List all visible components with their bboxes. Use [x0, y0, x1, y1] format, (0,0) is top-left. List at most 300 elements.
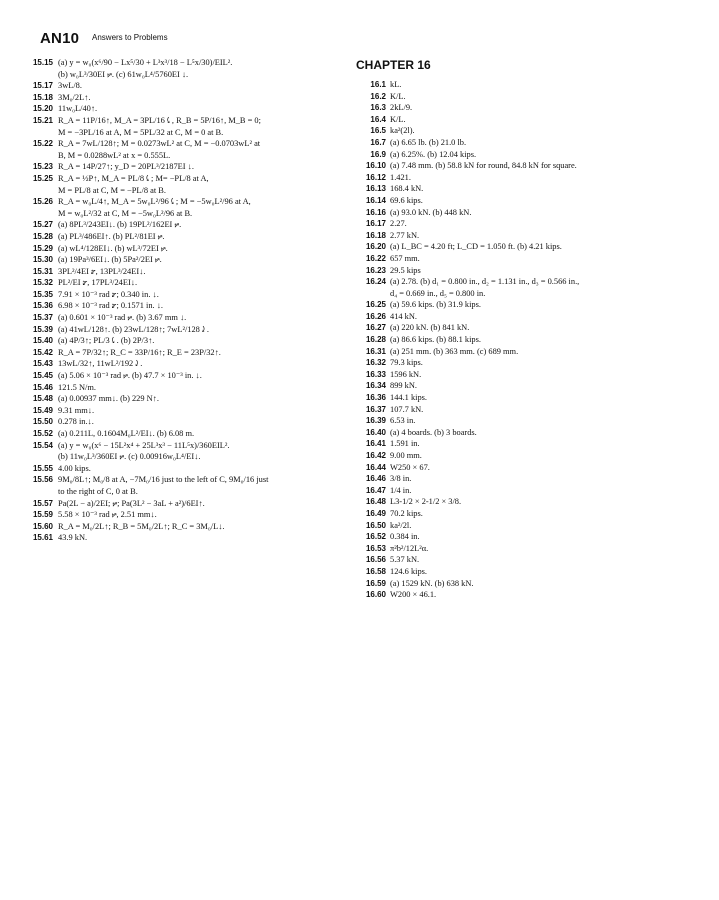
answer-text: [58, 289, 345, 301]
answer-text: [390, 589, 706, 601]
answer-line: 0.278 in.↓.: [58, 417, 94, 427]
answer-text: [390, 438, 706, 450]
problem-number: 16.16: [365, 207, 386, 217]
answer-line: 2.77 kN.: [390, 230, 420, 240]
problem-number: 16.36: [365, 393, 386, 403]
problem-number: 15.40: [32, 336, 53, 346]
answer-text: [390, 369, 706, 381]
answer-line: 657 mm.: [390, 253, 420, 263]
answer-entry: [356, 450, 706, 462]
problem-number: 16.22: [365, 253, 386, 263]
problem-number: 15.21: [32, 115, 53, 125]
answer-entry: [20, 358, 345, 370]
answer-text: [390, 566, 706, 578]
answer-line: (a) 0.00937 mm↓. (b) 229 N↑.: [58, 394, 159, 404]
problem-number: 15.25: [32, 173, 53, 183]
answer-text: [58, 532, 345, 544]
answer-entry: [20, 173, 345, 196]
problem-number: 16.9: [370, 149, 386, 159]
answer-line: (a) 1529 kN. (b) 638 kN.: [390, 578, 474, 588]
answer-entry: [356, 404, 706, 416]
answer-line: 1.421.: [390, 172, 411, 182]
answer-line: (a) 8PL³/243EI↓. (b) 19PL²/162EI ⦬.: [58, 220, 182, 230]
problem-number: 16.59: [365, 578, 386, 588]
problem-number: 15.31: [32, 266, 53, 276]
answer-text: [390, 253, 706, 265]
problem-number: 16.12: [365, 172, 386, 182]
answer-line: R_A = 7P/32↑; R_C = 33P/16↑; R_E = 23P/32↑.: [58, 347, 221, 357]
problem-number: 16.1: [370, 80, 386, 89]
answer-entry: [356, 485, 706, 497]
problem-number: 15.43: [32, 359, 53, 369]
problem-number: 16.58: [365, 566, 386, 576]
answer-entry: [20, 92, 345, 104]
answer-entry: [20, 57, 345, 80]
problem-number: 15.26: [32, 197, 53, 207]
answer-text: [390, 114, 706, 126]
answer-line: 3PL²/4EI ⦫, 13PL³/24EI↓.: [58, 266, 146, 276]
answer-text: [390, 311, 706, 323]
answer-entry: [356, 566, 706, 578]
problem-number: 15.56: [32, 475, 53, 485]
answer-line: 13wL/32↑, 11wL²/192⤸.: [58, 359, 143, 369]
problem-number: 16.42: [365, 451, 386, 460]
answer-text: [58, 300, 345, 312]
answer-entry: [356, 195, 706, 207]
problem-number: 16.32: [365, 358, 386, 368]
answer-text: [390, 276, 706, 299]
answer-entry: [20, 474, 345, 497]
problem-number: 16.53: [365, 543, 386, 553]
problem-number: 15.29: [32, 243, 53, 253]
answer-line: K/L.: [390, 91, 406, 101]
answer-entry: [356, 357, 706, 369]
answer-text: [58, 219, 345, 231]
problem-number: 15.57: [32, 498, 53, 508]
answer-entry: [356, 346, 706, 358]
answer-line: K/L.: [390, 114, 406, 124]
answer-entry: [356, 183, 706, 195]
answer-entry: [356, 91, 706, 103]
answer-line: (a) 59.6 kips. (b) 31.9 kips.: [390, 300, 481, 310]
answer-line: (a) 7.48 mm. (b) 58.8 kN for round, 84.8 kN for square.: [390, 161, 577, 171]
answer-line: (a) 6.25%. (b) 12.04 kips.: [390, 149, 477, 159]
answer-entry: [356, 578, 706, 590]
answer-line: 79.3 kips.: [390, 358, 423, 368]
answer-text: [58, 92, 345, 104]
answer-text: [390, 473, 706, 485]
problem-number: 16.37: [365, 404, 386, 414]
problem-number: 16.2: [370, 91, 386, 101]
answer-text: [390, 554, 706, 566]
problem-number: 16.13: [365, 184, 386, 194]
answer-line: 43.9 kN.: [58, 533, 88, 543]
answer-entry: [20, 347, 345, 359]
problem-number: 15.28: [32, 231, 53, 241]
answer-line: R_A = 11P/16↑, M_A = 3PL/16⤹, R_B = 5P/16↑, M_B = 0;: [58, 115, 261, 125]
answer-entry: [356, 380, 706, 392]
answer-entry: [356, 241, 706, 253]
answer-line: M = PL/8 at C, M = −PL/8 at B.: [58, 185, 166, 195]
problem-number: 15.30: [32, 255, 53, 265]
answer-text: [390, 508, 706, 520]
answer-text: [390, 380, 706, 392]
answer-text: [390, 195, 706, 207]
answer-line: (a) 4P/3↑; PL/3⤹. (b) 2P/3↑.: [58, 336, 155, 346]
answer-entry: [20, 463, 345, 475]
chapter-heading: CHAPTER 16: [356, 58, 431, 72]
answer-text: [390, 230, 706, 242]
answer-entry: [20, 266, 345, 278]
answer-entry: [356, 218, 706, 230]
answer-line: 414 kN.: [390, 311, 417, 321]
answer-text: [390, 346, 706, 358]
answer-text: [390, 485, 706, 497]
problem-number: 15.37: [32, 313, 53, 323]
answer-entry: [20, 300, 345, 312]
answer-entry: [20, 440, 345, 463]
answers-column-left: [20, 57, 345, 544]
answer-line: 107.7 kN.: [390, 404, 424, 414]
answer-text: [390, 91, 706, 103]
answer-line: 1596 kN.: [390, 369, 422, 379]
answer-entry: [356, 311, 706, 323]
answer-entry: [20, 219, 345, 231]
answer-entry: [20, 80, 345, 92]
answer-text: [390, 450, 706, 462]
answer-text: [390, 496, 706, 508]
problem-number: 15.15: [32, 58, 53, 67]
answer-text: [58, 347, 345, 359]
running-title: Answers to Problems: [92, 33, 168, 42]
answer-text: [390, 172, 706, 184]
answer-line: (a) 2.78. (b) d₁ = 0.800 in., d₂ = 1.131 in., d₃ = 0.566 in.,: [390, 277, 580, 287]
problem-number: 15.20: [32, 104, 53, 114]
problem-number: 16.56: [365, 555, 386, 565]
answer-entry: [20, 103, 345, 115]
answer-line: 1/4 in.: [390, 485, 412, 495]
answer-text: [58, 324, 345, 336]
problem-number: 15.39: [32, 324, 53, 334]
answer-text: [390, 79, 706, 91]
answer-text: [390, 531, 706, 543]
answer-line: ka²/2l.: [390, 520, 412, 530]
answer-text: [390, 334, 706, 346]
answers-column-right: [356, 57, 706, 601]
problem-number: 15.46: [32, 382, 53, 392]
answer-text: [58, 509, 345, 521]
answer-entry: [20, 138, 345, 161]
problem-number: 16.44: [365, 462, 386, 472]
answer-text: [390, 137, 706, 149]
answer-entry: [356, 462, 706, 474]
answer-line: 3M₀/2L↑.: [58, 92, 91, 102]
answer-text: [390, 520, 706, 532]
problem-number: 16.47: [365, 485, 386, 495]
answer-text: [58, 312, 345, 324]
problem-number: 15.60: [32, 521, 53, 531]
problem-number: 16.31: [365, 346, 386, 356]
answer-entry: [356, 438, 706, 450]
answer-line: (a) wL⁴/128EI↓. (b) wL³/72EI ⦬.: [58, 243, 168, 253]
answer-text: [58, 428, 345, 440]
answer-line: M = w₀L²/32 at C, M = −5w₀L²/96 at B.: [58, 208, 193, 218]
problem-number: 16.52: [365, 532, 386, 542]
answer-line: (b) 11w₀L³/360EI ⦬. (c) 0.00916w₀L⁴/EI↓.: [58, 452, 201, 462]
answer-entry: [356, 172, 706, 184]
answer-line: 9M₀/8L↑; M₀/8 at A, −7M₀/16 just to the left of C, 9M₀/16 just: [58, 475, 269, 485]
answer-text: [58, 405, 345, 417]
problem-number: 16.49: [365, 508, 386, 518]
answer-entry: [356, 415, 706, 427]
answer-entry: [20, 312, 345, 324]
answer-entry: [356, 149, 706, 161]
answer-text: [390, 125, 706, 137]
problem-number: 16.39: [365, 416, 386, 426]
answer-entry: [356, 125, 706, 137]
answer-entry: [356, 334, 706, 346]
answer-line: d₄ = 0.669 in., d₅ = 0.800 in.: [390, 288, 486, 298]
answer-line: W250 × 67.: [390, 462, 430, 472]
problem-number: 16.41: [365, 439, 386, 449]
problem-number: 15.27: [32, 220, 53, 230]
answer-entry: [20, 254, 345, 266]
answer-line: (a) 6.65 lb. (b) 21.0 lb.: [390, 137, 467, 147]
answer-text: [390, 357, 706, 369]
answer-text: [390, 218, 706, 230]
answer-entry: [356, 508, 706, 520]
problem-number: 16.50: [365, 520, 386, 530]
problem-number: 15.48: [32, 394, 53, 404]
answer-line: ka²(2l).: [390, 126, 415, 136]
answer-entry: [356, 207, 706, 219]
answer-line: 70.2 kips.: [390, 508, 423, 518]
answer-text: [390, 404, 706, 416]
answer-text: [58, 521, 345, 533]
answer-text: [58, 277, 345, 289]
answer-entry: [20, 324, 345, 336]
answer-line: 121.5 N/m.: [58, 382, 96, 392]
answer-text: [58, 266, 345, 278]
answer-entry: [356, 137, 706, 149]
answer-text: [390, 149, 706, 161]
answer-text: [58, 243, 345, 255]
answer-line: (a) 41wL/128↑. (b) 23wL/128↑; 7wL²/128⤸.: [58, 324, 209, 334]
answer-text: [58, 196, 345, 219]
answer-text: [58, 463, 345, 475]
answer-line: (a) 0.211L, 0.1604M₀L²/EI↓. (b) 6.08 m.: [58, 429, 195, 438]
answer-line: (a) PL³/486EI↑. (b) PL²/81EI ⦬.: [58, 231, 165, 241]
answer-text: [58, 161, 345, 173]
problem-number: 16.18: [365, 230, 386, 240]
answer-line: R_A = ½P↑, M_A = PL/8⤹; M= −PL/8 at A,: [58, 173, 209, 183]
answer-line: π²b²/12L²α.: [390, 543, 429, 553]
answer-text: [58, 173, 345, 196]
answer-line: (b) w₀L³/30EI ⦬. (c) 61w₀L⁴/5760EI ↓.: [58, 69, 189, 79]
answer-entry: [356, 496, 706, 508]
answer-entry: [20, 509, 345, 521]
answer-text: [58, 335, 345, 347]
answer-text: [58, 393, 345, 405]
answer-entry: [356, 276, 706, 299]
answer-line: R_A = 14P/27↑; y_D = 20PL³/2187EI ↓.: [58, 162, 194, 172]
answer-entry: [20, 498, 345, 510]
answer-text: [58, 254, 345, 266]
problem-number: 16.33: [365, 369, 386, 379]
answer-line: R_A = w₀L/4↑, M_A = 5w₀L²/96⤹; M = −5w₀L²/96 at A,: [58, 197, 251, 207]
answer-entry: [20, 115, 345, 138]
problem-number: 16.48: [365, 497, 386, 507]
answer-line: (a) 220 kN. (b) 841 kN.: [390, 323, 470, 333]
answer-entry: [20, 289, 345, 301]
answer-line: 168.4 kN.: [390, 184, 424, 194]
problem-number: 15.35: [32, 289, 53, 299]
answer-line: Pa(2L − a)/2EI; ⦬; Pa(3L² − 3aL + a²)/6EI↑.: [58, 498, 205, 508]
answer-entry: [356, 589, 706, 601]
problem-number: 16.20: [365, 242, 386, 252]
answer-entry: [20, 521, 345, 533]
answer-text: [58, 57, 345, 80]
problem-number: 15.45: [32, 371, 53, 381]
problem-number: 15.23: [32, 162, 53, 172]
answer-entry: [356, 265, 706, 277]
answer-text: [390, 207, 706, 219]
answer-entry: [356, 427, 706, 439]
problem-number: 16.60: [365, 590, 386, 600]
problem-number: 16.5: [370, 126, 386, 136]
answer-line: (a) y = w₀(x⁶/90 − Lx⁵/30 + L³x³/18 − L⁵x/30)/EIL².: [58, 58, 233, 67]
answer-text: [390, 183, 706, 195]
answer-entry: [356, 531, 706, 543]
answer-text: [58, 231, 345, 243]
problem-number: 16.10: [365, 161, 386, 171]
problem-number: 16.24: [365, 277, 386, 287]
answer-text: [58, 498, 345, 510]
problem-number: 16.34: [365, 381, 386, 391]
answer-line: 4.00 kips.: [58, 463, 91, 473]
answer-line: 69.6 kips.: [390, 195, 423, 205]
answer-entry: [20, 196, 345, 219]
answer-text: [58, 416, 345, 428]
answer-line: 124.6 kips.: [390, 566, 427, 576]
answer-line: (a) 0.601 × 10⁻³ rad ⦬. (b) 3.67 mm ↓.: [58, 313, 187, 323]
problem-number: 15.55: [32, 463, 53, 473]
answer-line: (a) 19Pa³/6EI↓. (b) 5Pa²/2EI ⦬.: [58, 255, 162, 265]
answer-entry: [356, 543, 706, 555]
answer-entry: [356, 520, 706, 532]
answer-entry: [356, 554, 706, 566]
answer-line: W200 × 46.1.: [390, 590, 437, 600]
answer-text: [58, 474, 345, 497]
answer-line: 2kL/9.: [390, 103, 413, 113]
answer-entry: [356, 102, 706, 114]
answer-entry: [20, 231, 345, 243]
problem-number: 16.40: [365, 427, 386, 437]
answer-text: [390, 462, 706, 474]
problem-number: 15.50: [32, 417, 53, 427]
answer-line: R_A = 7wL/128↑; M = 0.0273wL² at C, M = −0.0703wL² at: [58, 139, 261, 149]
answer-entry: [356, 230, 706, 242]
problem-number: 16.26: [365, 311, 386, 321]
answer-text: [58, 103, 345, 115]
problem-number: 15.61: [32, 533, 53, 543]
answer-text: [390, 322, 706, 334]
answer-entry: [356, 369, 706, 381]
answer-line: 9.00 mm.: [390, 451, 422, 460]
page-number: AN10: [40, 30, 80, 47]
answer-entry: [20, 405, 345, 417]
problem-number: 15.42: [32, 347, 53, 357]
answer-line: 5.58 × 10⁻³ rad ⦬, 2.51 mm↓.: [58, 510, 157, 520]
problem-number: 16.23: [365, 265, 386, 275]
answer-text: [58, 138, 345, 161]
answer-entry: [356, 322, 706, 334]
answer-entry: [356, 392, 706, 404]
answer-line: 0.384 in.: [390, 532, 420, 542]
answer-line: to the right of C, 0 at B.: [58, 486, 138, 496]
answer-entry: [356, 79, 706, 91]
answer-line: L3-1/2 × 2-1/2 × 3/8.: [390, 497, 462, 507]
answer-line: 7.91 × 10⁻³ rad ⦫; 0.340 in. ↓.: [58, 289, 159, 299]
answer-line: (a) 93.0 kN. (b) 448 kN.: [390, 207, 472, 217]
answer-line: 5.37 kN.: [390, 555, 420, 565]
answer-text: [390, 543, 706, 555]
chapter-16-answers: [356, 79, 706, 601]
answer-text: [58, 115, 345, 138]
answer-line: 9.31 mm↓.: [58, 405, 95, 415]
answer-text: [390, 427, 706, 439]
answer-entry: [20, 335, 345, 347]
answer-line: 6.53 in.: [390, 416, 416, 426]
answer-text: [390, 241, 706, 253]
answer-line: (a) 86.6 kips. (b) 88.1 kips.: [390, 335, 481, 345]
answer-entry: [20, 382, 345, 394]
problem-number: 16.3: [370, 103, 386, 113]
answer-line: 1.591 in.: [390, 439, 420, 449]
problem-number: 15.17: [32, 81, 53, 91]
answer-entry: [20, 393, 345, 405]
problem-number: 16.7: [370, 137, 386, 147]
answer-entry: [20, 277, 345, 289]
problem-number: 16.46: [365, 474, 386, 484]
answer-entry: [20, 161, 345, 173]
answer-line: kL.: [390, 80, 402, 89]
answer-line: 899 kN.: [390, 381, 417, 391]
answer-text: [390, 160, 706, 172]
answer-entry: [356, 253, 706, 265]
answer-line: (a) y = w₀(x⁶ − 15L²x⁴ + 25L³x³ − 11L⁵x)/360EIL².: [58, 440, 230, 450]
answer-line: 29.5 kips: [390, 265, 421, 275]
answer-line: 144.1 kips.: [390, 393, 427, 403]
problem-number: 15.52: [32, 429, 53, 438]
problem-number: 15.54: [32, 440, 53, 450]
answer-line: (a) 5.06 × 10⁻³ rad ⦬. (b) 47.7 × 10⁻³ in. ↓.: [58, 371, 202, 381]
problem-number: 16.4: [370, 114, 386, 124]
problem-number: 16.14: [365, 195, 386, 205]
answer-entry: [20, 428, 345, 440]
answer-entry: [20, 416, 345, 428]
answer-entry: [356, 473, 706, 485]
problem-number: 15.36: [32, 301, 53, 311]
problem-number: 15.32: [32, 278, 53, 288]
answer-text: [58, 80, 345, 92]
answer-text: [390, 392, 706, 404]
answer-line: (a) 251 mm. (b) 363 mm. (c) 689 mm.: [390, 346, 519, 356]
answer-text: [390, 415, 706, 427]
problem-number: 15.59: [32, 510, 53, 520]
answer-text: [390, 299, 706, 311]
answer-text: [58, 382, 345, 394]
